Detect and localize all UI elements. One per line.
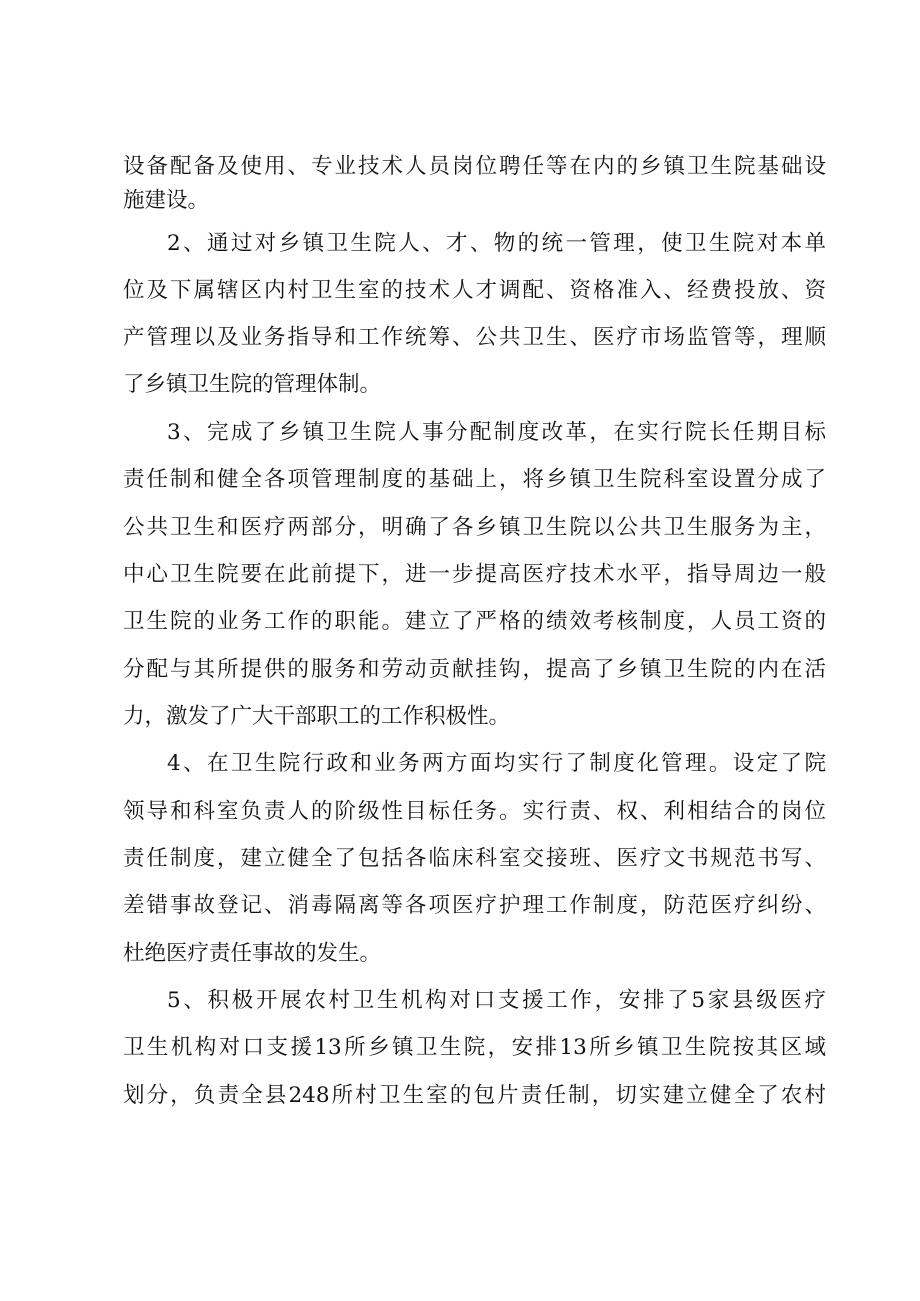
- text-line: 领导和科室负责人的阶级性目标任务。实行责、权、利相结合的岗位: [123, 799, 826, 824]
- text-line: 杜绝医疗责任事故的发生。: [123, 941, 382, 966]
- text-line: 力，激发了广大干部职工的工作积极性。: [123, 704, 511, 729]
- text-line: 了乡镇卫生院的管理体制。: [123, 372, 382, 397]
- text-line: 设备配备及使用、专业技术人员岗位聘任等在内的乡镇卫生院基础设: [123, 154, 826, 179]
- paragraph-first-line: 5、积极开展农村卫生机构对口支援工作，安排了5家县级医疗: [167, 988, 826, 1013]
- text-line: 责任制度，建立健全了包括各临床科室交接班、医疗文书规范书写、: [123, 846, 826, 871]
- text-line: 位及下属辖区内村卫生室的技术人才调配、资格准入、经费投放、资: [123, 278, 826, 303]
- text-line: 差错事故登记、消毒隔离等各项医疗护理工作制度，防范医疗纠纷、: [123, 893, 826, 918]
- text-line: 中心卫生院要在此前提下，进一步提高医疗技术水平，指导周边一般: [123, 562, 826, 587]
- text-line: 卫生机构对口支援13所乡镇卫生院，安排13所乡镇卫生院按其区域: [123, 1035, 826, 1060]
- text-line: 卫生院的业务工作的职能。建立了严格的绩效考核制度，人员工资的: [123, 609, 826, 634]
- text-line: 分配与其所提供的服务和劳动贡献挂钩，提高了乡镇卫生院的内在活: [123, 657, 826, 682]
- paragraph-first-line: 2、通过对乡镇卫生院人、才、物的统一管理，使卫生院对本单: [167, 231, 826, 256]
- text-line: 责任制和健全各项管理制度的基础上，将乡镇卫生院科室设置分成了: [123, 467, 826, 492]
- paragraph-first-line: 3、完成了乡镇卫生院人事分配制度改革，在实行院长任期目标: [167, 420, 826, 445]
- text-line: 划分，负责全县248所村卫生室的包片责任制，切实建立健全了农村: [123, 1083, 826, 1108]
- text-line: 公共卫生和医疗两部分，明确了各乡镇卫生院以公共卫生服务为主，: [123, 515, 826, 540]
- paragraph-first-line: 4、在卫生院行政和业务两方面均实行了制度化管理。设定了院: [167, 751, 826, 776]
- text-line: 产管理以及业务指导和工作统筹、公共卫生、医疗市场监管等，理顺: [123, 325, 826, 350]
- text-line: 施建设。: [123, 188, 210, 213]
